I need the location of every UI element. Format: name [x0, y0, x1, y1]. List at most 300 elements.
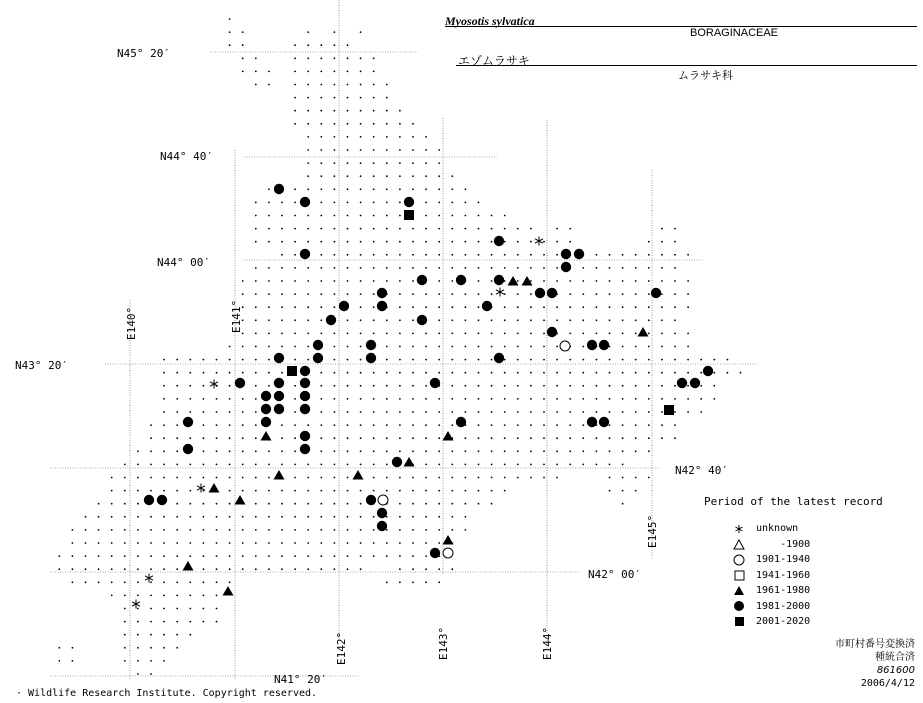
grid-dot	[360, 555, 362, 557]
grid-dot	[150, 608, 152, 610]
legend	[730, 521, 810, 630]
grid-dot	[320, 372, 322, 374]
grid-dot	[255, 464, 257, 466]
grid-dot	[543, 450, 545, 452]
grid-dot	[242, 450, 244, 452]
record-1981-2000	[494, 353, 504, 363]
grid-dot	[111, 568, 113, 570]
grid-dot	[438, 372, 440, 374]
grid-dot	[399, 280, 401, 282]
record-1981-2000	[430, 548, 440, 558]
grid-dot	[242, 293, 244, 295]
grid-dot	[281, 293, 283, 295]
grid-dot	[294, 450, 296, 452]
grid-dot	[478, 398, 480, 400]
grid-dot	[596, 398, 598, 400]
grid-dot	[596, 359, 598, 361]
grid-dot	[334, 385, 336, 387]
record-1981-2000	[300, 366, 310, 376]
grid-dot	[451, 464, 453, 466]
grid-dot	[216, 398, 218, 400]
grid-dot	[425, 175, 427, 177]
grid-dot	[294, 385, 296, 387]
grid-dot	[556, 306, 558, 308]
grid-dot	[98, 542, 100, 544]
grid-dot	[137, 634, 139, 636]
record-1981-2000	[313, 340, 323, 350]
grid-dot	[203, 424, 205, 426]
grid-dot	[189, 608, 191, 610]
grid-dot	[111, 503, 113, 505]
grid-dot	[216, 450, 218, 452]
grid-dot	[478, 202, 480, 204]
grid-dot	[216, 621, 218, 623]
legend-item-1961-1980	[730, 583, 810, 599]
grid-dot	[281, 202, 283, 204]
grid-dot	[163, 385, 165, 387]
grid-dot	[216, 372, 218, 374]
grid-dot	[412, 293, 414, 295]
grid-dot	[622, 372, 624, 374]
grid-dot	[517, 267, 519, 269]
legend-label: -1900	[756, 538, 811, 550]
grid-dot	[451, 333, 453, 335]
grid-dot	[491, 346, 493, 348]
grid-dot	[438, 306, 440, 308]
grid-dot	[556, 319, 558, 321]
grid-dot	[438, 398, 440, 400]
grid-dot	[412, 162, 414, 164]
grid-dot	[438, 280, 440, 282]
grid-dot	[451, 450, 453, 452]
grid-dot	[216, 477, 218, 479]
grid-dot	[661, 359, 663, 361]
grid-dot	[242, 490, 244, 492]
grid-dot	[412, 450, 414, 452]
grid-dot	[334, 44, 336, 46]
grid-dot	[189, 437, 191, 439]
grid-dot	[425, 477, 427, 479]
grid-dot	[216, 595, 218, 597]
grid-dot	[124, 568, 126, 570]
grid-dot	[399, 372, 401, 374]
grid-dot	[569, 385, 571, 387]
grid-dot	[124, 516, 126, 518]
record-1981-2000	[404, 197, 414, 207]
grid-dot	[386, 241, 388, 243]
grid-dot	[360, 333, 362, 335]
grid-dot	[386, 162, 388, 164]
grid-dot	[320, 503, 322, 505]
grid-dot	[255, 84, 257, 86]
record-1981-2000	[574, 249, 584, 259]
grid-dot	[307, 188, 309, 190]
grid-dot	[203, 595, 205, 597]
grid-dot	[412, 188, 414, 190]
grid-dot	[609, 333, 611, 335]
grid-dot	[386, 84, 388, 86]
grid-dot	[163, 490, 165, 492]
grid-dot	[674, 398, 676, 400]
grid-dot	[360, 71, 362, 73]
grid-dot	[648, 437, 650, 439]
grid-dot	[661, 411, 663, 413]
grid-dot	[661, 346, 663, 348]
grid-dot	[307, 542, 309, 544]
grid-dot	[150, 464, 152, 466]
record-unknown	[210, 380, 218, 389]
grid-dot	[268, 568, 270, 570]
grid-dot	[150, 647, 152, 649]
grid-dot	[373, 372, 375, 374]
grid-dot	[451, 175, 453, 177]
grid-dot	[176, 359, 178, 361]
grid-dot	[124, 595, 126, 597]
grid-dot	[294, 44, 296, 46]
grid-dot	[674, 333, 676, 335]
grid-dot	[111, 595, 113, 597]
grid-dot	[556, 450, 558, 452]
grid-dot	[478, 411, 480, 413]
grid-dot	[242, 424, 244, 426]
grid-dot	[307, 267, 309, 269]
grid-dot	[137, 581, 139, 583]
grid-dot	[504, 385, 506, 387]
grid-dot	[347, 228, 349, 230]
grid-dot	[635, 333, 637, 335]
grid-dot	[373, 398, 375, 400]
grid-dot	[504, 346, 506, 348]
grid-dot	[203, 437, 205, 439]
grid-dot	[478, 437, 480, 439]
record-1981-2000	[561, 262, 571, 272]
grid-dot	[124, 581, 126, 583]
grid-dot	[255, 503, 257, 505]
grid-dot	[294, 123, 296, 125]
grid-dot	[255, 555, 257, 557]
grid-dot	[609, 254, 611, 256]
grid-dot	[307, 84, 309, 86]
grid-dot	[163, 634, 165, 636]
grid-dot	[465, 241, 467, 243]
grid-dot	[674, 280, 676, 282]
grid-dot	[609, 385, 611, 387]
grid-dot	[294, 333, 296, 335]
grid-dot	[412, 490, 414, 492]
grid-dot	[294, 477, 296, 479]
grid-dot	[438, 542, 440, 544]
grid-dot	[307, 346, 309, 348]
grid-dot	[373, 188, 375, 190]
grid-dot	[517, 228, 519, 230]
grid-dot	[334, 346, 336, 348]
grid-dot	[373, 319, 375, 321]
grid-dot	[635, 437, 637, 439]
grid-dot	[438, 450, 440, 452]
grid-dot	[556, 346, 558, 348]
grid-dot	[700, 372, 702, 374]
grid-dot	[465, 398, 467, 400]
grid-dot	[307, 503, 309, 505]
grid-dot	[334, 110, 336, 112]
grid-dot	[465, 372, 467, 374]
asterisk-icon	[730, 524, 748, 534]
grid-dot	[596, 437, 598, 439]
grid-dot	[399, 411, 401, 413]
grid-dot	[307, 71, 309, 73]
grid-dot	[399, 162, 401, 164]
grid-dot	[163, 450, 165, 452]
grid-dot	[360, 450, 362, 452]
grid-dot	[635, 306, 637, 308]
grid-dot	[373, 136, 375, 138]
grid-dot	[451, 319, 453, 321]
grid-dot	[569, 241, 571, 243]
grid-dot	[294, 490, 296, 492]
grid-dot	[412, 359, 414, 361]
grid-dot	[491, 372, 493, 374]
grid-dot	[176, 647, 178, 649]
grid-dot	[412, 398, 414, 400]
legend-item-pre1900	[730, 537, 810, 553]
record-1901-1940	[443, 548, 453, 558]
grid-dot	[412, 568, 414, 570]
grid-dot	[530, 359, 532, 361]
grid-dot	[373, 228, 375, 230]
record-1981-2000	[274, 404, 284, 414]
grid-dot	[203, 372, 205, 374]
record-1981-2000	[261, 404, 271, 414]
grid-dot	[163, 464, 165, 466]
grid-dot	[334, 359, 336, 361]
grid-dot	[530, 280, 532, 282]
grid-dot	[517, 280, 519, 282]
record-2001-2020	[664, 405, 674, 415]
grid-dot	[216, 359, 218, 361]
grid-dot	[412, 581, 414, 583]
grid-dot	[687, 306, 689, 308]
grid-dot	[307, 175, 309, 177]
grid-dot	[465, 319, 467, 321]
grid-dot	[268, 319, 270, 321]
grid-dot	[334, 84, 336, 86]
grid-dot	[491, 267, 493, 269]
grid-dot	[176, 595, 178, 597]
grid-dot	[72, 555, 74, 557]
grid-dot	[504, 450, 506, 452]
grid-dot	[569, 280, 571, 282]
grid-dot	[163, 621, 165, 623]
grid-dot	[294, 568, 296, 570]
grid-dot	[622, 267, 624, 269]
grid-dot	[556, 424, 558, 426]
grid-dot	[425, 542, 427, 544]
grid-dot	[622, 280, 624, 282]
grid-dot	[451, 477, 453, 479]
grid-dot	[124, 647, 126, 649]
grid-dot	[491, 359, 493, 361]
record-1961-1980	[235, 495, 246, 505]
grid-dot	[242, 516, 244, 518]
record-1981-2000	[482, 301, 492, 311]
grid-dot	[517, 254, 519, 256]
grid-dot	[347, 359, 349, 361]
grid-dot	[320, 424, 322, 426]
grid-dot	[163, 372, 165, 374]
open-triangle-icon	[730, 539, 748, 550]
grid-dot	[360, 398, 362, 400]
grid-dot	[373, 490, 375, 492]
grid-dot	[465, 215, 467, 217]
record-1981-2000	[300, 431, 310, 441]
grid-dot	[242, 568, 244, 570]
grid-dot	[438, 437, 440, 439]
grid-dot	[203, 542, 205, 544]
grid-dot	[674, 437, 676, 439]
stamp-line-1: 市町村番号変換済	[835, 639, 915, 650]
grid-dot	[137, 516, 139, 518]
grid-dot	[451, 398, 453, 400]
record-1981-2000	[366, 495, 376, 505]
grid-dot	[543, 411, 545, 413]
grid-dot	[465, 267, 467, 269]
grid-dot	[582, 437, 584, 439]
grid-dot	[189, 503, 191, 505]
grid-dot	[438, 202, 440, 204]
grid-dot	[582, 319, 584, 321]
record-1981-2000	[261, 417, 271, 427]
grid-dot	[674, 241, 676, 243]
grid-dot	[530, 254, 532, 256]
grid-dot	[543, 464, 545, 466]
grid-dot	[334, 31, 336, 33]
grid-dot	[189, 555, 191, 557]
grid-dot	[150, 621, 152, 623]
grid-dot	[242, 542, 244, 544]
grid-dot	[543, 280, 545, 282]
grid-dot	[229, 555, 231, 557]
grid-dot	[216, 542, 218, 544]
processing-stamp	[835, 638, 915, 690]
latitude-label: N42° 00′	[588, 568, 641, 581]
grid-dot	[111, 477, 113, 479]
grid-dot	[268, 542, 270, 544]
grid-dot	[504, 398, 506, 400]
grid-dot	[360, 319, 362, 321]
grid-dot	[85, 555, 87, 557]
grid-dot	[451, 385, 453, 387]
grid-dot	[320, 450, 322, 452]
grid-dot	[334, 490, 336, 492]
grid-dot	[569, 450, 571, 452]
grid-dot	[596, 464, 598, 466]
grid-dot	[465, 188, 467, 190]
grid-dot	[438, 188, 440, 190]
grid-dot	[465, 516, 467, 518]
grid-dot	[517, 319, 519, 321]
grid-dot	[661, 254, 663, 256]
record-1961-1980	[353, 470, 364, 480]
grid-dot	[360, 228, 362, 230]
grid-dot	[661, 228, 663, 230]
grid-dot	[674, 254, 676, 256]
grid-dot	[307, 123, 309, 125]
grid-dot	[268, 516, 270, 518]
grid-dot	[124, 529, 126, 531]
grid-dot	[281, 228, 283, 230]
grid-dot	[255, 424, 257, 426]
grid-dot	[399, 267, 401, 269]
grid-dot	[478, 359, 480, 361]
grid-dot	[399, 450, 401, 452]
grid-dot	[609, 372, 611, 374]
grid-dot	[334, 71, 336, 73]
grid-dot	[386, 254, 388, 256]
grid-dot	[281, 450, 283, 452]
grid-dot	[622, 450, 624, 452]
grid-dot	[425, 503, 427, 505]
grid-dot	[268, 333, 270, 335]
grid-dot	[596, 267, 598, 269]
grid-dot	[373, 254, 375, 256]
stamp-date: 2006/4/12	[860, 678, 915, 689]
record-1981-2000	[547, 327, 557, 337]
grid-dot	[334, 437, 336, 439]
grid-dot	[491, 503, 493, 505]
grid-dot	[582, 424, 584, 426]
grid-dot	[622, 333, 624, 335]
grid-dot	[530, 464, 532, 466]
grid-dot	[307, 280, 309, 282]
grid-dot	[137, 568, 139, 570]
grid-dot	[451, 228, 453, 230]
grid-dot	[320, 306, 322, 308]
grid-dot	[569, 372, 571, 374]
grid-dot	[307, 490, 309, 492]
grid-dot	[425, 450, 427, 452]
grid-dot	[216, 411, 218, 413]
record-1981-2000	[300, 249, 310, 259]
grid-dot	[281, 306, 283, 308]
grid-dot	[569, 333, 571, 335]
grid-dot	[438, 503, 440, 505]
grid-dot	[504, 333, 506, 335]
grid-dot	[320, 228, 322, 230]
grid-dot	[163, 542, 165, 544]
grid-dot	[360, 516, 362, 518]
grid-dot	[530, 424, 532, 426]
grid-dot	[360, 385, 362, 387]
grid-dot	[294, 254, 296, 256]
grid-dot	[451, 359, 453, 361]
grid-dot	[438, 241, 440, 243]
grid-dot	[242, 57, 244, 59]
grid-dot	[661, 372, 663, 374]
grid-dot	[203, 608, 205, 610]
grid-dot	[727, 372, 729, 374]
longitude-label: E141°	[230, 299, 243, 333]
grid-dot	[399, 123, 401, 125]
grid-dot	[687, 333, 689, 335]
grid-dot	[582, 359, 584, 361]
grid-dot	[491, 477, 493, 479]
grid-dot	[150, 660, 152, 662]
grid-dot	[399, 555, 401, 557]
grid-dot	[438, 267, 440, 269]
record-1981-2000	[366, 340, 376, 350]
legend-item-unknown	[730, 521, 810, 537]
grid-dot	[334, 372, 336, 374]
